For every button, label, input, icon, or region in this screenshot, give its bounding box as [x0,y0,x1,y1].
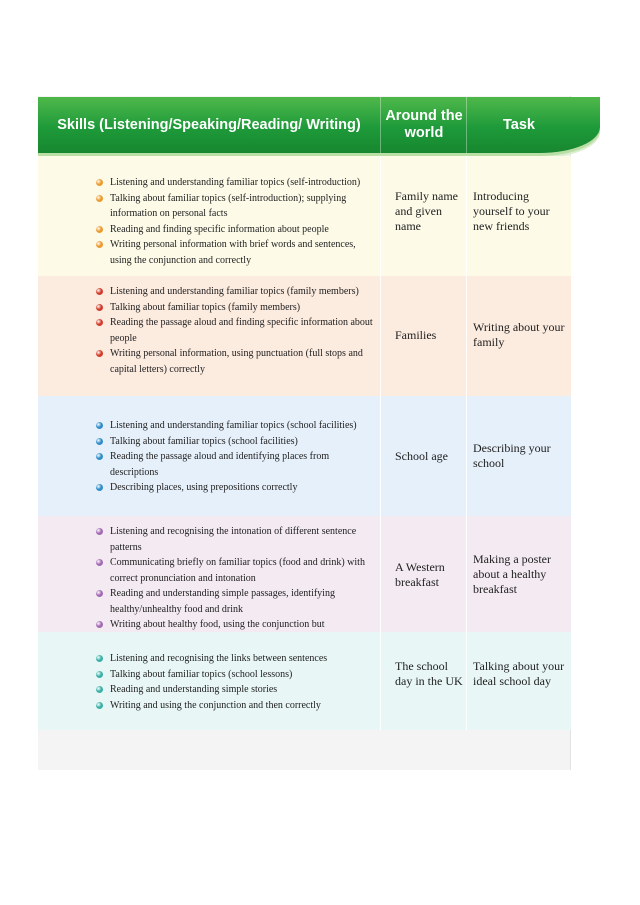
skill-item: Listening and recognising the links between sentences [96,651,376,667]
task-text: Writing about your family [473,320,565,349]
bullet-icon [96,288,103,295]
skills-cell [38,632,380,730]
bullet-icon [96,590,103,597]
skill-item: Talking about familiar topics (school facilities) [96,434,376,450]
bullet-icon [96,702,103,709]
task-cell [466,396,571,516]
skill-item: Writing and using the conjunction and then correctly [96,698,376,714]
task-text: Talking about your ideal school day [473,659,565,688]
skill-item: Writing about healthy food, using the conjunction but [96,617,376,633]
skill-item: Listening and understanding familiar topics (family members) [96,284,376,300]
bullet-icon [96,350,103,357]
skill-item: Reading and finding specific information about people [96,222,376,238]
bullet-icon [96,304,103,311]
task-text: Describing your school [473,441,551,470]
task-cell [466,276,571,396]
bullet-icon [96,559,103,566]
around-the-world-cell [380,632,467,730]
around-the-world-cell [380,156,467,276]
skill-item: Reading and understanding simple passages, identifying healthy/unhealthy food and drink [96,586,376,617]
skill-item: Describing places, using prepositions correctly [96,480,376,496]
task-cell [466,516,571,632]
skills-cell [38,156,380,276]
around-the-world-text: Family name and given name [395,189,458,233]
around-the-world-cell [380,516,467,632]
skill-item: Reading the passage aloud and finding specific information about people [96,315,376,346]
skill-item: Writing personal information with brief words and sentences, using the conjunction and correctly [96,237,376,268]
around-the-world-cell [380,396,467,516]
bullet-icon [96,195,103,202]
table-row [38,396,570,516]
bullet-icon [96,226,103,233]
header-task: Task [466,97,571,153]
around-the-world-text: A Western breakfast [395,560,445,589]
skill-item: Writing personal information, using punctuation (full stops and capital letters) correctly [96,346,376,377]
skill-item: Reading and understanding simple stories [96,682,376,698]
bullet-icon [96,453,103,460]
skill-item: Communicating briefly on familiar topics (food and drink) with correct pronunciation and intonation [96,555,376,586]
table-row [38,632,570,730]
skill-item: Listening and understanding familiar topics (school facilities) [96,418,376,434]
task-text: Introducing yourself to your new friends [473,189,550,233]
header-around-the-world: Around the world [380,97,467,153]
task-cell [466,632,571,730]
header-skills: Skills (Listening/Speaking/Reading/ Writing) [57,116,361,133]
skill-item: Talking about familiar topics (school lessons) [96,667,376,683]
table-row [38,516,570,632]
skill-item: Listening and understanding familiar topics (self-introduction) [96,175,376,191]
skills-cell [38,516,380,632]
task-cell [466,156,571,276]
skill-item: Talking about familiar topics (self-introduction); supplying information on personal facts [96,191,376,222]
bullet-icon [96,422,103,429]
skill-item: Listening and recognising the intonation of different sentence patterns [96,524,376,555]
bullet-icon [96,484,103,491]
bullet-icon [96,528,103,535]
around-the-world-text: Families [395,328,437,342]
bullet-icon [96,686,103,693]
around-the-world-cell [380,276,467,396]
table-header [38,97,600,153]
skill-item: Reading the passage aloud and identifying places from descriptions [96,449,376,480]
bullet-icon [96,179,103,186]
table-row [38,276,570,396]
skills-cell [38,396,380,516]
skills-cell [38,276,380,396]
skill-item: Talking about familiar topics (family members) [96,300,376,316]
bullet-icon [96,319,103,326]
bullet-icon [96,241,103,248]
bullet-icon [96,621,103,628]
bullet-icon [96,671,103,678]
around-the-world-text: School age [395,449,448,463]
task-text: Making a poster about a healthy breakfast [473,552,551,596]
bullet-icon [96,438,103,445]
table-row [38,156,570,276]
bullet-icon [96,655,103,662]
around-the-world-text: The school day in the UK [395,659,463,688]
